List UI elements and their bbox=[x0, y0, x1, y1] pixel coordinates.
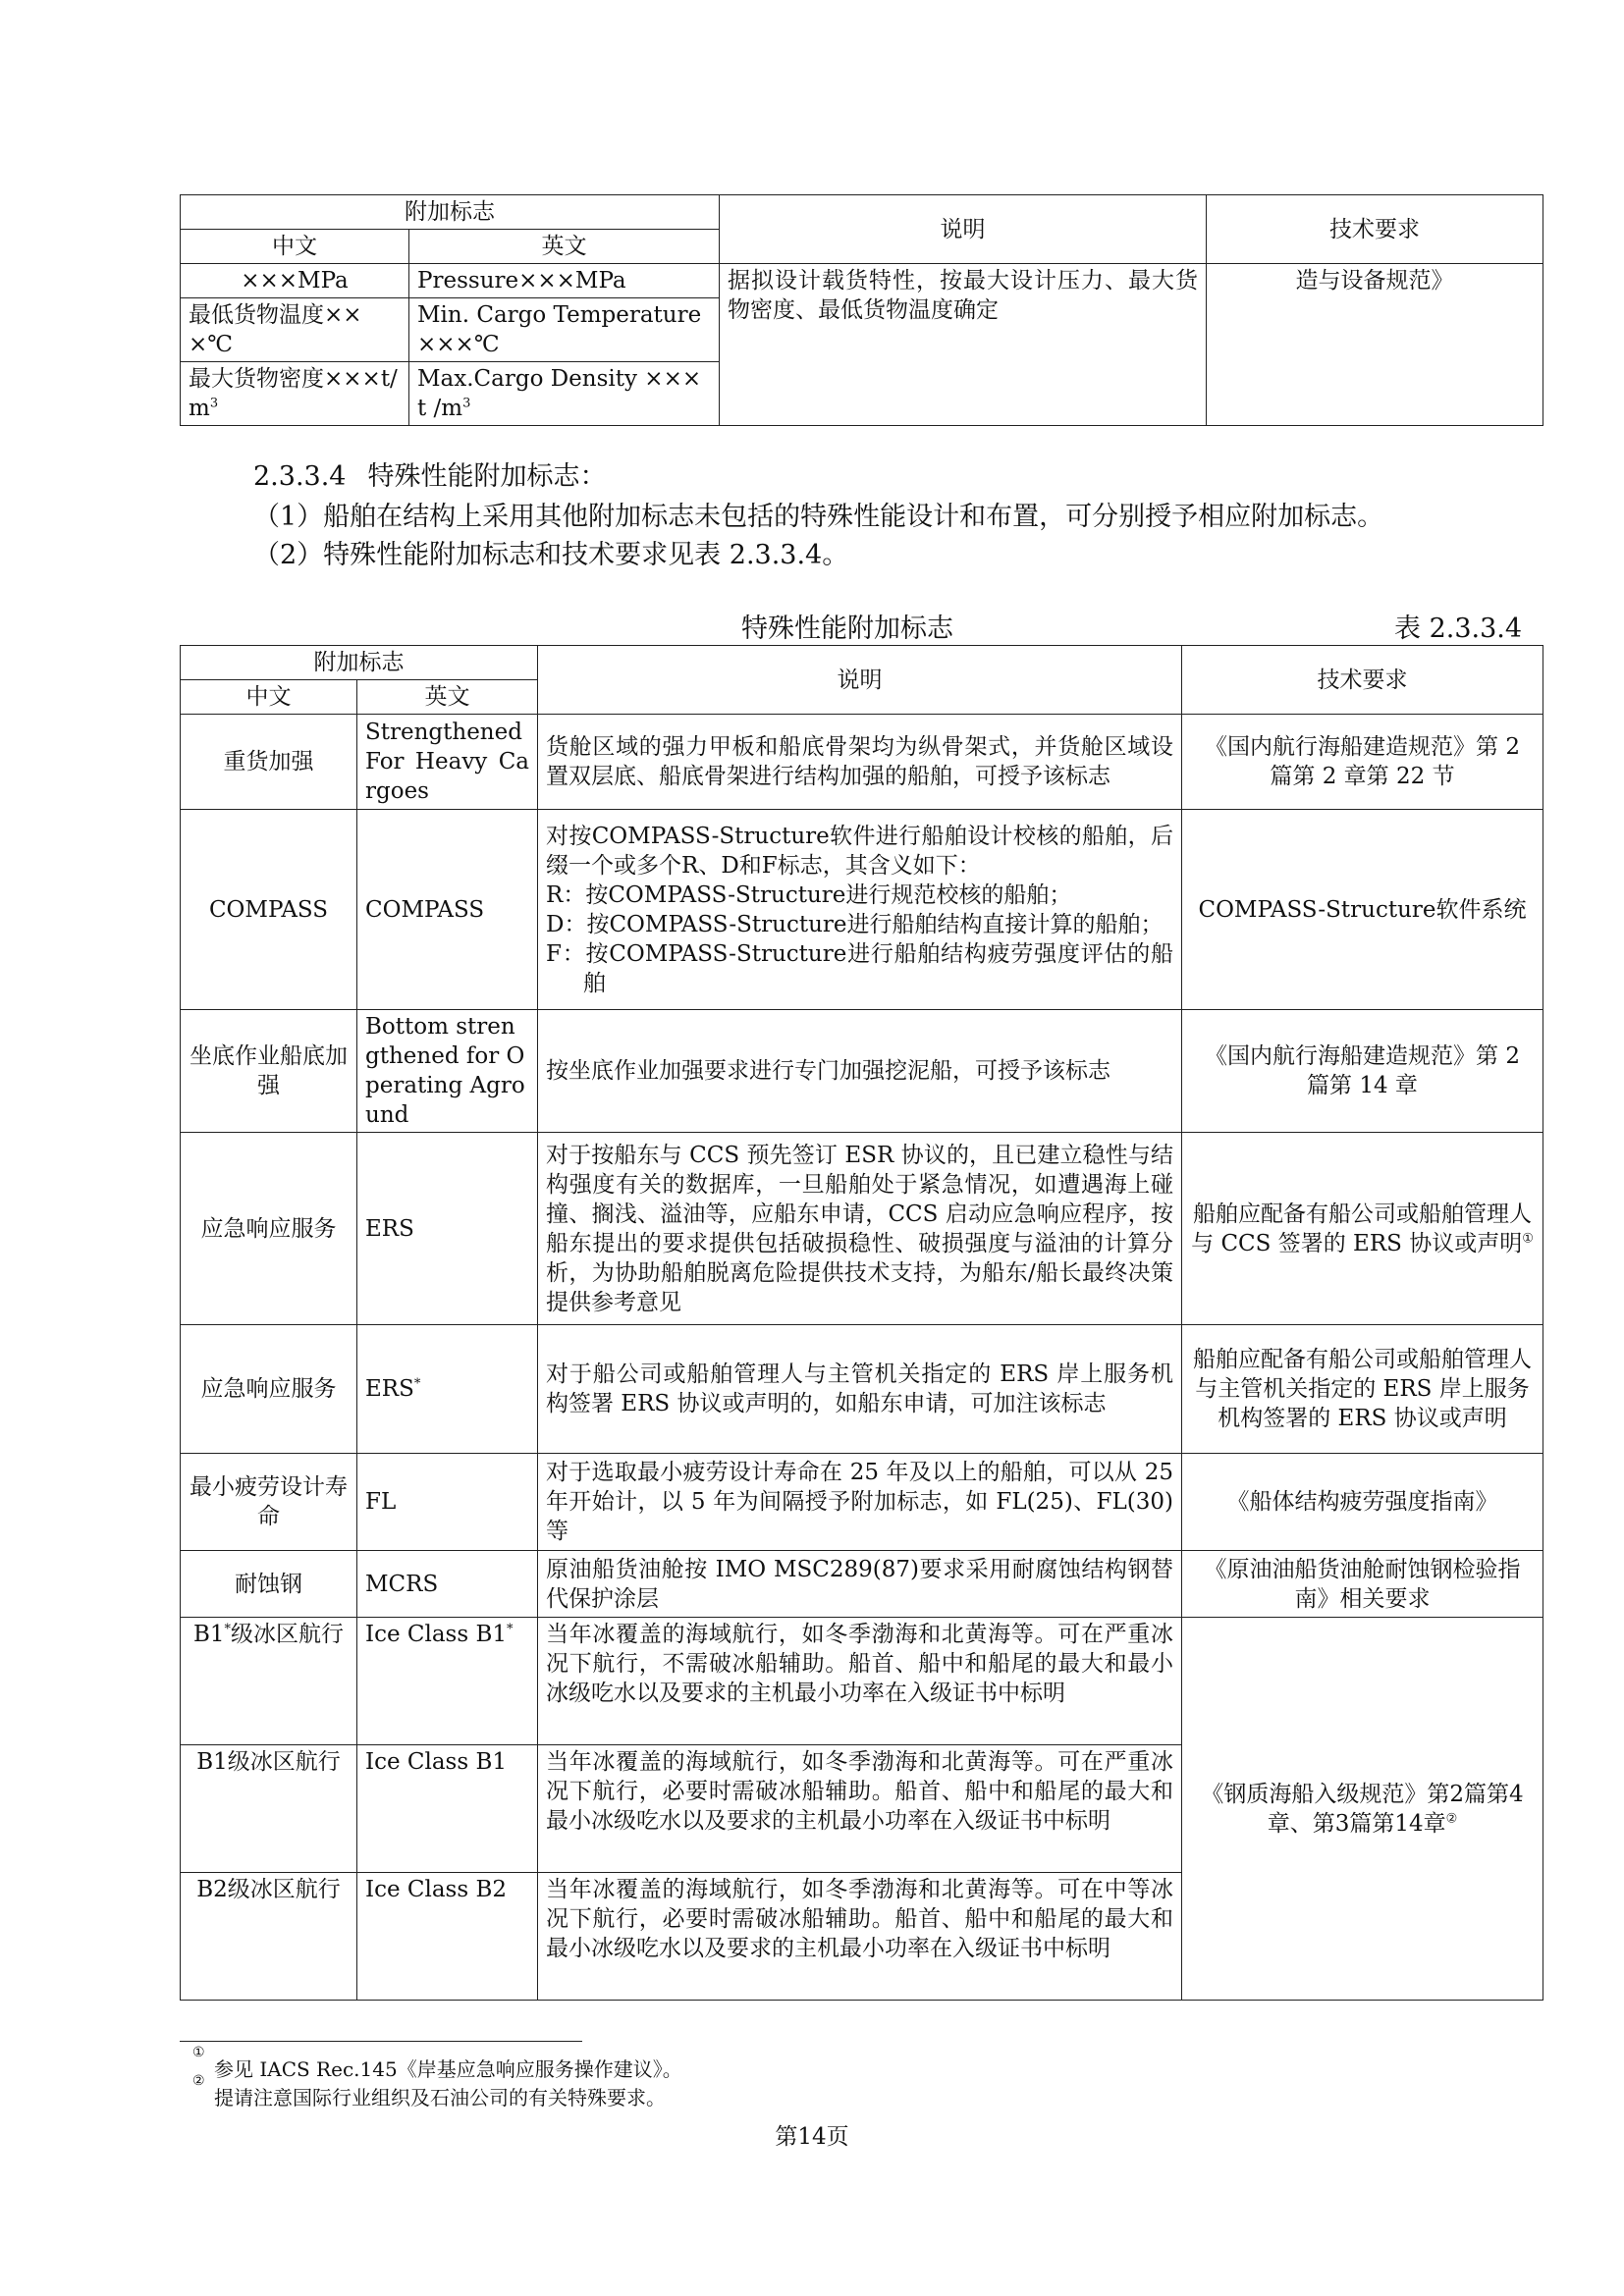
cell-requirement: 造与设备规范》 bbox=[1207, 264, 1543, 426]
cell-en: Pressure×××MPa bbox=[409, 264, 720, 298]
cell-cn: 最小疲劳设计寿命 bbox=[181, 1454, 357, 1551]
section-title: 特殊性能附加标志： bbox=[367, 461, 607, 492]
description-intro: 对按COMPASS-Structure软件进行船舶设计校核的船舶，后缀一个或多个R、D和F标志，其含义如下： bbox=[546, 823, 1173, 879]
cell-description: 货舱区域的强力甲板和船底骨架均为纵骨架式，并货舱区域设置双层底、船底骨架进行结构加强的船舶，可授予该标志 bbox=[538, 715, 1182, 810]
table-row bbox=[181, 1454, 1543, 1551]
paragraph-1: （1）船舶在结构上采用其他附加标志未包括的特殊性能设计和布置，可分别授予相应附加标志。 bbox=[253, 502, 1384, 532]
table-title: 特殊性能附加标志 bbox=[741, 614, 953, 644]
cell-cn-prefix: B1 bbox=[192, 1622, 225, 1647]
superscript: * bbox=[224, 1622, 232, 1637]
cell-en: Min. Cargo Temperature ×××℃ bbox=[409, 298, 720, 362]
table-row bbox=[181, 1010, 1543, 1133]
cell-en-text: Ice Class B1 bbox=[365, 1622, 508, 1647]
cell-cn: 应急响应服务 bbox=[181, 1133, 357, 1325]
cell-en: Ice Class B2 bbox=[357, 1873, 538, 2001]
page-number: 第14页 bbox=[775, 2124, 849, 2150]
header-technical-requirement: 技术要求 bbox=[1182, 646, 1543, 715]
cell-cn bbox=[181, 1618, 357, 1745]
cell-en bbox=[357, 1325, 538, 1454]
table-row bbox=[181, 810, 1543, 1010]
cell-cn-text: 最大货物密度×××t/m bbox=[189, 366, 398, 421]
cell-requirement: 船舶应配备有船公司或船舶管理人与主管机关指定的 ERS 岸上服务机构签署的 ERS 协议或声明 bbox=[1182, 1325, 1543, 1454]
section-heading bbox=[253, 459, 606, 495]
cell-cn bbox=[181, 362, 409, 426]
cell-requirement: 《原油油船货油舱耐蚀钢检验指南》相关要求 bbox=[1182, 1551, 1543, 1618]
header-chinese: 中文 bbox=[181, 680, 357, 715]
cell-cn: B1级冰区航行 bbox=[181, 1745, 357, 1873]
cell-en: ERS bbox=[357, 1133, 538, 1325]
cell-cn-text: 级冰区航行 bbox=[231, 1622, 345, 1647]
cell-description: 当年冰覆盖的海域航行，如冬季渤海和北黄海等。可在严重冰况下航行，不需破冰船辅助。船首、船中和船尾的最大和最小冰级吃水以及要求的主机最小功率在入级证书中标明 bbox=[538, 1618, 1182, 1745]
superscript: 3 bbox=[462, 396, 471, 411]
superscript: * bbox=[413, 1376, 421, 1392]
cargo-notation-table-continued bbox=[180, 194, 1543, 426]
description-r: R：按COMPASS-Structure进行规范校核的船舶； bbox=[546, 881, 1072, 908]
cell-cn: 坐底作业船底加强 bbox=[181, 1010, 357, 1133]
cell-en: MCRS bbox=[357, 1551, 538, 1618]
cell-cn: ×××MPa bbox=[181, 264, 409, 298]
footnote-text: 参见 IACS Rec.145《岸基应急响应服务操作建议》。 bbox=[214, 2057, 682, 2081]
header-english: 英文 bbox=[409, 230, 720, 264]
cell-en: Bottom strengthened for Operating Aground bbox=[357, 1010, 538, 1133]
table-row bbox=[181, 715, 1543, 810]
footnote-1: ① 参见 IACS Rec.145《岸基应急响应服务操作建议》。 bbox=[192, 2045, 682, 2081]
cell-requirement-ice-class bbox=[1182, 1618, 1543, 2001]
table-row bbox=[181, 1325, 1543, 1454]
table-row bbox=[181, 1551, 1543, 1618]
header-chinese: 中文 bbox=[181, 230, 409, 264]
cell-requirement: 《国内航行海船建造规范》第 2 篇第 14 章 bbox=[1182, 1010, 1543, 1133]
special-performance-notation-table bbox=[180, 645, 1543, 2001]
table-number bbox=[1394, 607, 1522, 645]
cell-description: 原油船货油舱按 IMO MSC289(87)要求采用耐腐蚀结构钢替代保护涂层 bbox=[538, 1551, 1182, 1618]
cell-cn: 重货加强 bbox=[181, 715, 357, 810]
table-number-label: 表 bbox=[1394, 614, 1421, 644]
cell-cn: 耐蚀钢 bbox=[181, 1551, 357, 1618]
paragraph-2: （2）特殊性能附加标志和技术要求见表 2.3.3.4。 bbox=[253, 540, 849, 570]
cell-cn: B2级冰区航行 bbox=[181, 1873, 357, 2001]
table-number-value: 2.3.3.4 bbox=[1429, 614, 1523, 644]
table-row bbox=[181, 1133, 1543, 1325]
header-description: 说明 bbox=[538, 646, 1182, 715]
footnote-divider bbox=[180, 2041, 582, 2042]
cell-description: 按坐底作业加强要求进行专门加强挖泥船，可授予该标志 bbox=[538, 1010, 1182, 1133]
superscript: * bbox=[507, 1622, 514, 1637]
cell-description: 当年冰覆盖的海域航行，如冬季渤海和北黄海等。可在严重冰况下航行，必要时需破冰船辅助。船首、船中和船尾的最大和最小冰级吃水以及要求的主机最小功率在入级证书中标明 bbox=[538, 1745, 1182, 1873]
cell-cn: 应急响应服务 bbox=[181, 1325, 357, 1454]
cell-en-text: Max.Cargo Density ××× t /m bbox=[417, 366, 702, 421]
cell-en: COMPASS bbox=[357, 810, 538, 1010]
cell-requirement bbox=[1182, 1133, 1543, 1325]
cell-requirement: 《国内航行海船建造规范》第 2 篇第 2 章第 22 节 bbox=[1182, 715, 1543, 810]
footnote-text: 提请注意国际行业组织及石油公司的有关特殊要求。 bbox=[214, 2086, 666, 2109]
cell-description: 当年冰覆盖的海域航行，如冬季渤海和北黄海等。可在中等冰况下航行，必要时需破冰船辅助。船首、船中和船尾的最大和最小冰级吃水以及要求的主机最小功率在入级证书中标明 bbox=[538, 1873, 1182, 2001]
description-d: D：按COMPASS-Structure进行船舶结构直接计算的船舶； bbox=[546, 911, 1164, 937]
cell-description: 对于按船东与 CCS 预先签订 ESR 协议的，且已建立稳性与结构强度有关的数据库，一旦船舶处于紧急情况，如遭遇海上碰撞、搁浅、溢油等，应船东申请，CCS 启动应急响应程序，按船东提出的要求提供包括破损稳性、破损强度与溢油的计算分析，为协助船舶脱离危险提供技术支持，为船东/船长最终决策提供参考意见 bbox=[538, 1133, 1182, 1325]
footnote-ref: ① bbox=[1522, 1230, 1534, 1246]
footnote-2: ② 提请注意国际行业组织及石油公司的有关特殊要求。 bbox=[192, 2073, 666, 2109]
header-additional-notation: 附加标志 bbox=[181, 195, 720, 230]
description-f: F：按COMPASS-Structure进行船舶结构疲劳强度评估的船舶 bbox=[546, 940, 1173, 996]
header-additional-notation: 附加标志 bbox=[181, 646, 538, 680]
header-technical-requirement: 技术要求 bbox=[1207, 195, 1543, 264]
superscript: 3 bbox=[209, 396, 219, 411]
cell-description: 据拟设计载货特性，按最大设计压力、最大货物密度、最低货物温度确定 bbox=[720, 264, 1207, 426]
footnote-ref: ② bbox=[1445, 1810, 1458, 1826]
cell-en bbox=[357, 1618, 538, 1745]
cell-en: FL bbox=[357, 1454, 538, 1551]
header-description: 说明 bbox=[720, 195, 1207, 264]
cell-requirement: 《船体结构疲劳强度指南》 bbox=[1182, 1454, 1543, 1551]
cell-cn: COMPASS bbox=[181, 810, 357, 1010]
cell-en bbox=[409, 362, 720, 426]
cell-en: Strengthened For Heavy Cargoes bbox=[357, 715, 538, 810]
table-row bbox=[181, 1618, 1543, 1745]
cell-en: Ice Class B1 bbox=[357, 1745, 538, 1873]
header-english: 英文 bbox=[357, 680, 538, 715]
cell-en-text: ERS bbox=[365, 1376, 414, 1402]
cell-cn: 最低货物温度×××℃ bbox=[181, 298, 409, 362]
cell-requirement: COMPASS-Structure软件系统 bbox=[1182, 810, 1543, 1010]
requirement-text: 船舶应配备有船公司或船舶管理人与 CCS 签署的 ERS 协议或声明 bbox=[1191, 1201, 1532, 1256]
cell-description: 对于选取最小疲劳设计寿命在 25 年及以上的船舶，可以从 25 年开始计，以 5 年为间隔授予附加标志，如 FL(25)、FL(30)等 bbox=[538, 1454, 1182, 1551]
requirement-text: 《钢质海船入级规范》第2篇第4章、第3篇第14章 bbox=[1201, 1781, 1524, 1837]
section-number: 2.3.3.4 bbox=[253, 461, 347, 492]
cell-description: 对于船公司或船舶管理人与主管机关指定的 ERS 岸上服务机构签署 ERS 协议或声明的，如船东申请，可加注该标志 bbox=[538, 1325, 1182, 1454]
cell-description bbox=[538, 810, 1182, 1010]
